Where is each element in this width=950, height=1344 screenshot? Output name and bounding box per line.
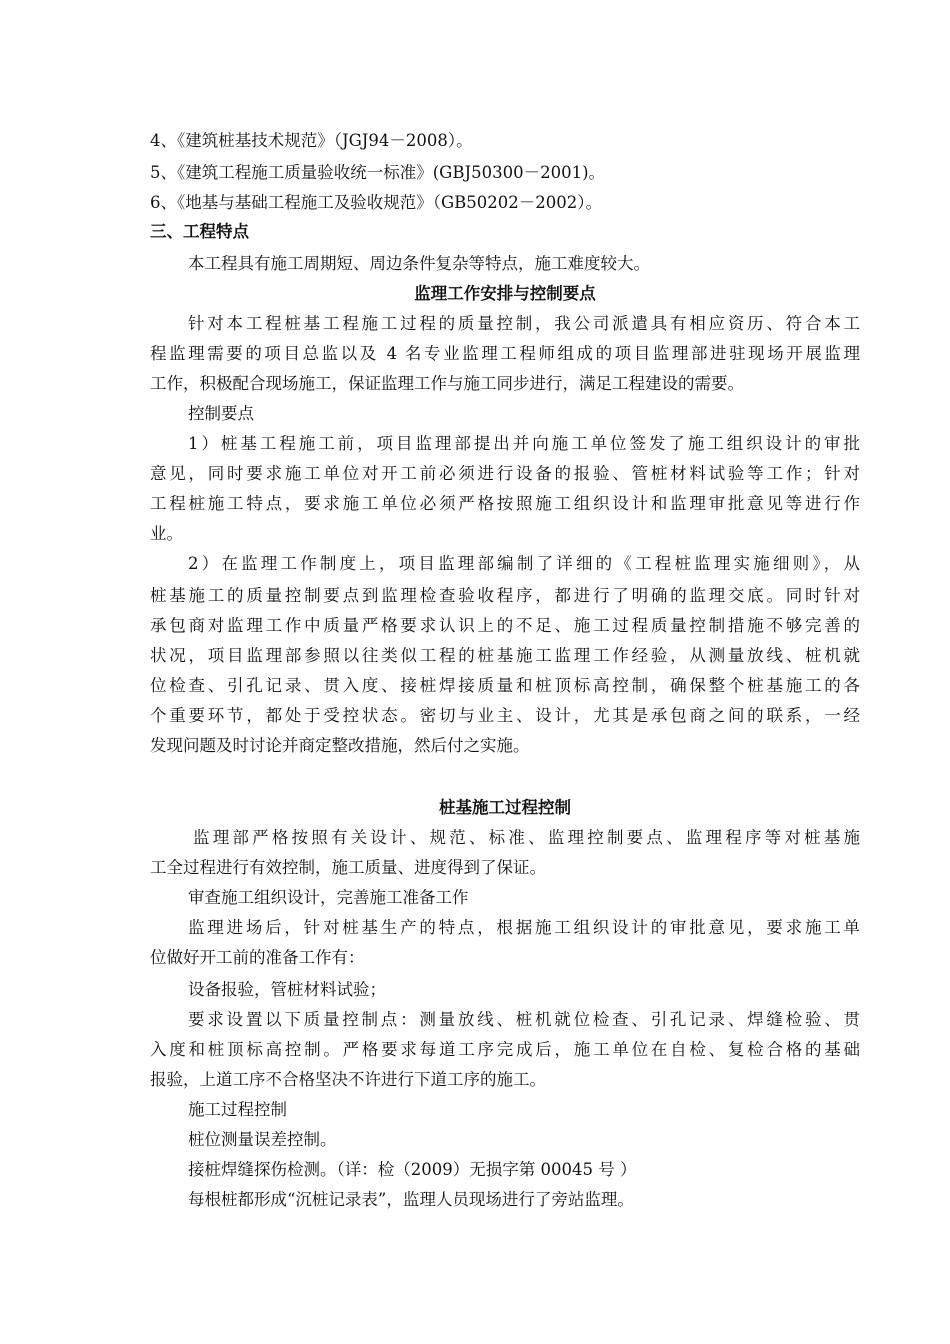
text-line: 监理工作安排与控制要点: [414, 284, 596, 303]
text-line: 桩基施工过程控制: [439, 798, 571, 817]
text-line: 6、《地基与基础工程施工及验收规范》（GB50202－2002）。: [150, 193, 603, 212]
text-line: 要求设置以下质量控制点：测量放线、桩机就位检查、引孔记录、焊缝检验、贯: [188, 1010, 860, 1029]
text-line: 工作，积极配合现场施工，保证监理工作与施工同步进行，满足工程建设的需要。: [150, 374, 744, 393]
text-line: 个重要环节，都处于受控状态。密切与业主、设计，尤其是承包商之间的联系，一经: [150, 706, 860, 725]
text-line: 程监理需要的项目总监以及 4 名专业监理工程师组成的项目监理部进驻现场开展监理: [150, 344, 860, 363]
text-line: 三、工程特点: [150, 222, 249, 241]
text-line: 施工过程控制: [188, 1100, 287, 1119]
text-line: 监理部严格按照有关设计、规范、标准、监理控制要点、监理程序等对桩基施: [193, 828, 860, 847]
text-line: 审查施工组织设计，完善施工准备工作: [188, 888, 469, 907]
text-line: 工全过程进行有效控制，施工质量、进度得到了保证。: [150, 858, 546, 877]
text-line: 每根桩都形成“沉桩记录表”，监理人员现场进行了旁站监理。: [188, 1190, 634, 1209]
text-line: 报验，上道工序不合格坚决不许进行下道工序的施工。: [150, 1070, 546, 1089]
text-line: 承包商对监理工作中质量严格要求认识上的不足、施工过程质量控制措施不够完善的: [150, 616, 860, 635]
text-line: 监理进场后，针对桩基生产的特点，根据施工组织设计的审批意见，要求施工单: [188, 918, 860, 937]
text-line: 4、《建筑桩基技术规范》（JGJ94－2008）。: [150, 131, 473, 150]
text-line: 状况，项目监理部参照以往类似工程的桩基施工监理工作经验，从测量放线、桩机就: [150, 646, 860, 665]
text-line: 业。: [150, 524, 183, 543]
text-line: 位检查、引孔记录、贯入度、接桩焊接质量和桩顶标高控制，确保整个桩基施工的各: [150, 676, 860, 695]
text-line: 1）桩基工程施工前，项目监理部提出并向施工单位签发了施工组织设计的审批: [188, 434, 860, 453]
text-line: 控制要点: [188, 404, 254, 423]
text-line: 接桩焊缝探伤检测。（详：检（2009）无损字第 00045 号 ）: [188, 1160, 637, 1179]
text-line: 位做好开工前的准备工作有：: [150, 948, 365, 967]
text-line: 2）在监理工作制度上，项目监理部编制了详细的《工程桩监理实施细则》，从: [188, 554, 860, 573]
text-line: 设备报验，管桩材料试验；: [188, 980, 386, 999]
text-line: 桩基施工的质量控制要点到监理检查验收程序，都进行了明确的监理交底。同时针对: [150, 586, 860, 605]
text-line: 发现问题及时讨论并商定整改措施，然后付之实施。: [150, 736, 530, 755]
text-line: 本工程具有施工周期短、周边条件复杂等特点，施工难度较大。: [188, 254, 650, 273]
text-line: 意见，同时要求施工单位对开工前必须进行设备的报验、管桩材料试验等工作；针对: [150, 464, 860, 483]
text-line: 针对本工程桩基工程施工过程的质量控制，我公司派遣具有相应资历、符合本工: [188, 314, 860, 333]
text-line: 5、《建筑工程施工质量验收统一标准》(GBJ50300－2001)。: [150, 163, 606, 182]
text-line: 入度和桩顶标高控制。严格要求每道工序完成后，施工单位在自检、复检合格的基础: [150, 1040, 860, 1059]
text-line: 桩位测量误差控制。: [188, 1130, 337, 1149]
text-line: 工程桩施工特点，要求施工单位必须严格按照施工组织设计和监理审批意见等进行作: [150, 494, 860, 513]
